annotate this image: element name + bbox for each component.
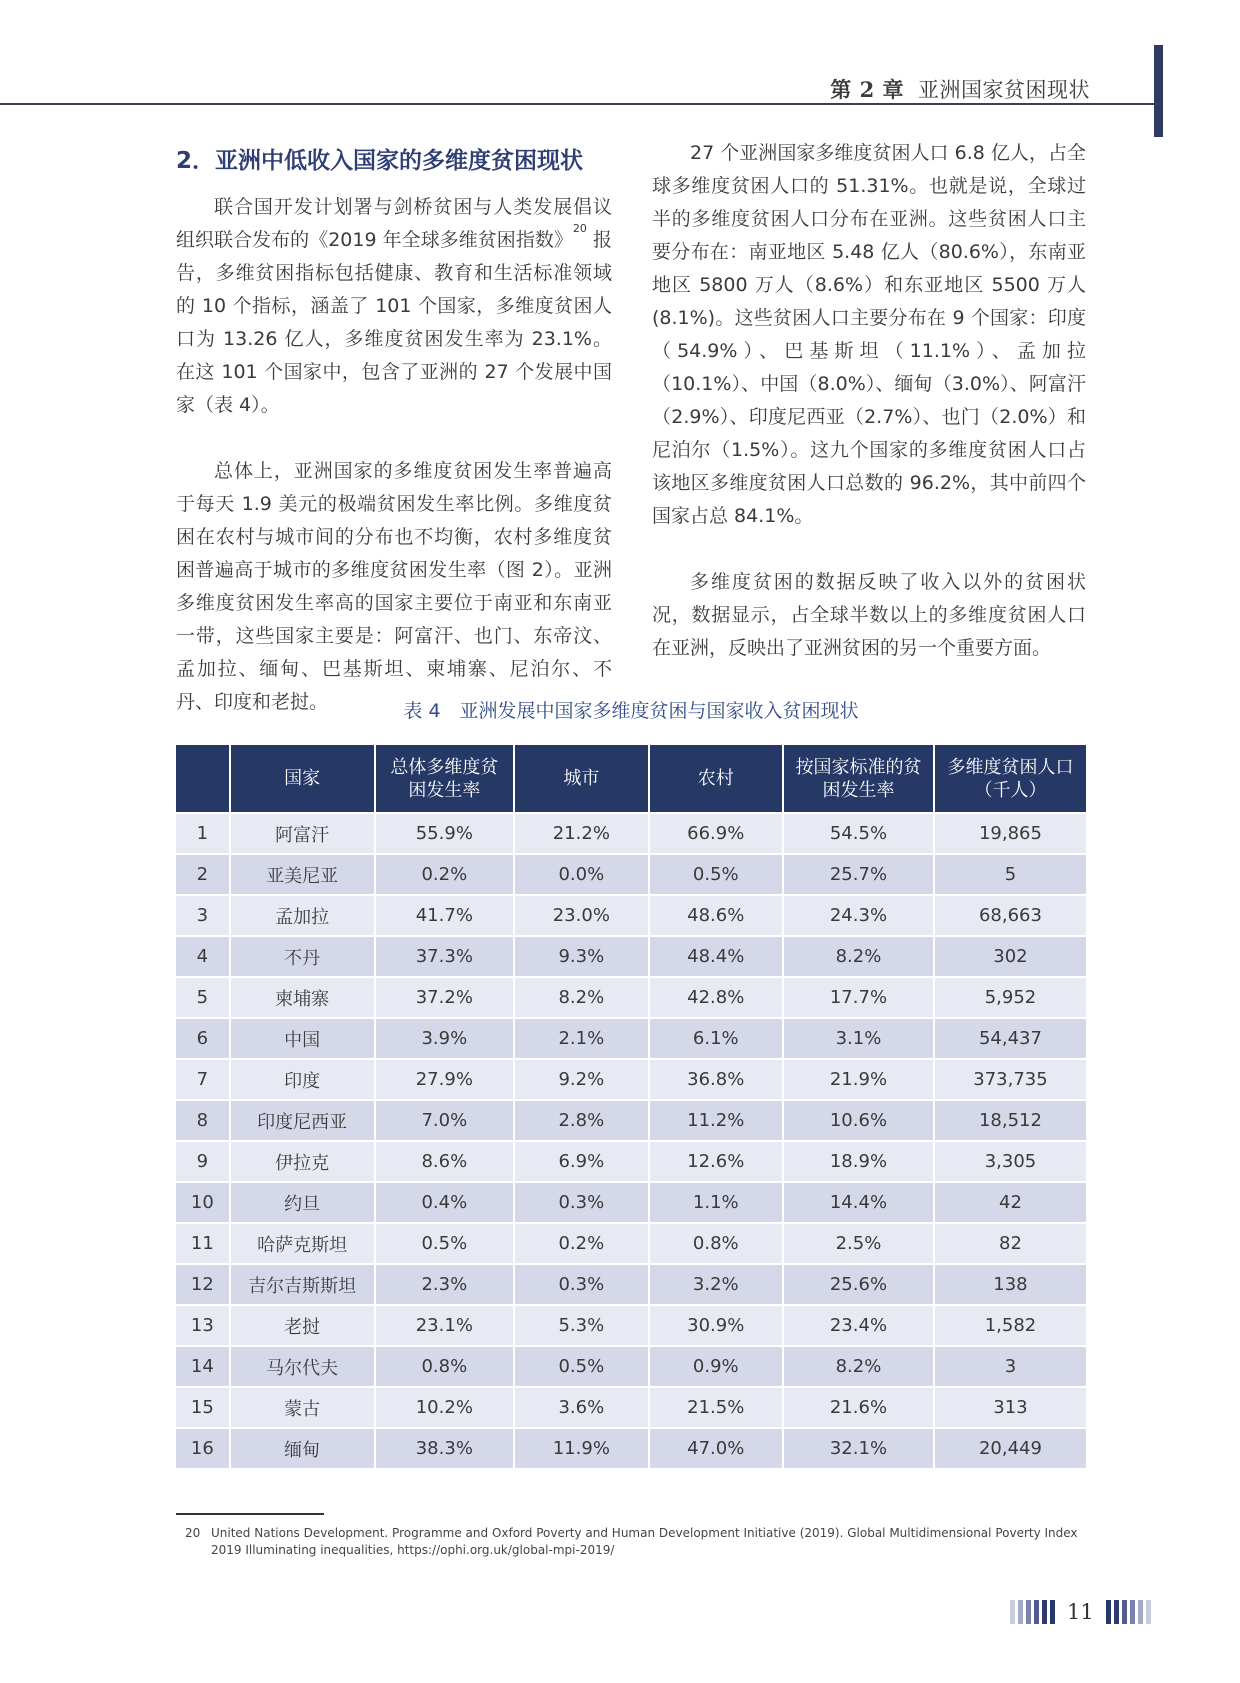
cell-urban: 0.3%: [514, 1264, 648, 1305]
cell-country: 马尔代夫: [230, 1346, 375, 1387]
cell-index: 16: [176, 1428, 230, 1468]
cell-rural: 12.6%: [649, 1141, 783, 1182]
cell-index: 10: [176, 1182, 230, 1223]
paragraph-3: 27 个亚洲国家多维度贫困人口 6.8 亿人，占全球多维度贫困人口的 51.31%。也就是说，全球过半的多维度贫困人口分布在亚洲。这些贫困人口主要分布在：南亚地区 5.48 亿人（80.6%），东南亚地区 5800 万人（8.6%）和东亚地区 5500 万人 (8.1%)。这些贫困人口主要分布在 9 个国家：印度（54.9%）、巴基斯坦（11.1%）、孟加拉（10.1%）、中国（8.0%）、缅甸（3.0%）、阿富汗（2.9%）、印度尼西亚（2.7%）、也门（2.0%）和尼泊尔（1.5%）。这九个国家的多维度贫困人口占该地区多维度贫困人口总数的 96.2%，其中前四个国家占总 84.1%。: [652, 142, 1086, 527]
cell-national-rate: 25.6%: [783, 1264, 934, 1305]
cell-index: 11: [176, 1223, 230, 1264]
cell-country: 柬埔寨: [230, 977, 375, 1018]
cell-rural: 47.0%: [649, 1428, 783, 1468]
cell-rural: 11.2%: [649, 1100, 783, 1141]
cell-index: 8: [176, 1100, 230, 1141]
cell-poor-population: 5,952: [934, 977, 1086, 1018]
cell-overall-rate: 37.3%: [375, 936, 515, 977]
cell-country: 阿富汗: [230, 813, 375, 854]
cell-overall-rate: 2.3%: [375, 1264, 515, 1305]
header-urban: 城市: [514, 745, 648, 813]
page-footer: [1010, 1600, 1151, 1624]
header-rural: 农村: [649, 745, 783, 813]
cell-index: 12: [176, 1264, 230, 1305]
cell-national-rate: 18.9%: [783, 1141, 934, 1182]
cell-index: 1: [176, 813, 230, 854]
cell-overall-rate: 7.0%: [375, 1100, 515, 1141]
footnote-text: United Nations Development. Programme and Oxford Poverty and Human Development Initiative (2019). Global Multidimensional Poverty Index 2019 Illuminating inequalities, https://ophi.org.uk/global-mpi-2019/: [211, 1526, 1078, 1557]
table-row: [176, 895, 1086, 936]
paragraph-1: 联合国开发计划署与剑桥贫困与人类发展倡议组织联合发布的《2019 年全球多维贫困指数》$^{20}$ 报告，多维贫困指标包括健康、教育和生活标准领域的 10 个指标，涵盖了 101 个国家，多维度贫困人口为 13.26 亿人，多维度贫困发生率为 23.1%。在这 101 个国家中，包含了亚洲的 27 个发展中国家（表 4）。: [176, 196, 612, 416]
header-national-rate: 按国家标准的贫困发生率: [783, 745, 934, 813]
cell-country: 中国: [230, 1018, 375, 1059]
cell-country: 伊拉克: [230, 1141, 375, 1182]
cell-national-rate: 2.5%: [783, 1223, 934, 1264]
cell-overall-rate: 41.7%: [375, 895, 515, 936]
table-row: [176, 977, 1086, 1018]
table-row: [176, 1018, 1086, 1059]
cell-rural: 1.1%: [649, 1182, 783, 1223]
section-title: 2．亚洲中低收入国家的多维度贫困现状: [176, 148, 584, 174]
cell-poor-population: 19,865: [934, 813, 1086, 854]
footnote: [185, 1525, 1085, 1559]
cell-urban: 11.9%: [514, 1428, 648, 1468]
cell-country: 亚美尼亚: [230, 854, 375, 895]
cell-poor-population: 313: [934, 1387, 1086, 1428]
cell-poor-population: 20,449: [934, 1428, 1086, 1468]
header-index: [176, 745, 230, 813]
cell-national-rate: 24.3%: [783, 895, 934, 936]
footnote-number: 20: [185, 1526, 201, 1540]
cell-national-rate: 14.4%: [783, 1182, 934, 1223]
cell-urban: 2.8%: [514, 1100, 648, 1141]
cell-country: 印度尼西亚: [230, 1100, 375, 1141]
cell-national-rate: 10.6%: [783, 1100, 934, 1141]
table-row: [176, 936, 1086, 977]
cell-rural: 0.8%: [649, 1223, 783, 1264]
cell-urban: 23.0%: [514, 895, 648, 936]
table-row: [176, 1182, 1086, 1223]
cell-national-rate: 21.9%: [783, 1059, 934, 1100]
table-row: [176, 1387, 1086, 1428]
chapter-title: 亚洲国家贫困现状: [918, 78, 1090, 102]
cell-national-rate: 25.7%: [783, 854, 934, 895]
cell-urban: 0.5%: [514, 1346, 648, 1387]
cell-rural: 3.2%: [649, 1264, 783, 1305]
header-accent-bar: [1154, 45, 1163, 137]
cell-overall-rate: 8.6%: [375, 1141, 515, 1182]
cell-index: 4: [176, 936, 230, 977]
cell-national-rate: 21.6%: [783, 1387, 934, 1428]
table-row: [176, 1428, 1086, 1468]
chapter-number: 第 2 章: [830, 77, 904, 102]
cell-urban: 9.2%: [514, 1059, 648, 1100]
cell-country: 蒙古: [230, 1387, 375, 1428]
cell-index: 2: [176, 854, 230, 895]
cell-urban: 0.2%: [514, 1223, 648, 1264]
cell-index: 9: [176, 1141, 230, 1182]
cell-urban: 2.1%: [514, 1018, 648, 1059]
cell-poor-population: 302: [934, 936, 1086, 977]
cell-urban: 5.3%: [514, 1305, 648, 1346]
poverty-table: [176, 745, 1086, 1468]
cell-urban: 8.2%: [514, 977, 648, 1018]
cell-poor-population: 5: [934, 854, 1086, 895]
header-country: 国家: [230, 745, 375, 813]
cell-overall-rate: 27.9%: [375, 1059, 515, 1100]
cell-national-rate: 17.7%: [783, 977, 934, 1018]
cell-poor-population: 373,735: [934, 1059, 1086, 1100]
cell-country: 印度: [230, 1059, 375, 1100]
cell-index: 3: [176, 895, 230, 936]
cell-overall-rate: 0.4%: [375, 1182, 515, 1223]
cell-index: 6: [176, 1018, 230, 1059]
paragraph-2: 总体上，亚洲国家的多维度贫困发生率普遍高于每天 1.9 美元的极端贫困发生率比例。多维度贫困在农村与城市间的分布也不均衡，农村多维度贫困普遍高于城市的多维度贫困发生率（图 2）。亚洲多维度贫困发生率高的国家主要位于南亚和东南亚一带，这些国家主要是：阿富汗、也门、东帝汶、孟加拉、缅甸、巴基斯坦、柬埔寨、尼泊尔、不丹、印度和老挝。: [176, 460, 612, 713]
cell-overall-rate: 10.2%: [375, 1387, 515, 1428]
cell-overall-rate: 0.2%: [375, 854, 515, 895]
table-row: [176, 1141, 1086, 1182]
cell-poor-population: 3: [934, 1346, 1086, 1387]
cell-urban: 0.0%: [514, 854, 648, 895]
table-row: [176, 1305, 1086, 1346]
table-caption: 表 4 亚洲发展中国家多维度贫困与国家收入贫困现状: [403, 700, 859, 722]
table-row: [176, 1100, 1086, 1141]
cell-national-rate: 32.1%: [783, 1428, 934, 1468]
right-column: [652, 137, 1086, 665]
page-number: 11: [1067, 1600, 1094, 1624]
cell-rural: 0.5%: [649, 854, 783, 895]
cell-index: 13: [176, 1305, 230, 1346]
cell-urban: 3.6%: [514, 1387, 648, 1428]
cell-national-rate: 8.2%: [783, 1346, 934, 1387]
cell-national-rate: 23.4%: [783, 1305, 934, 1346]
cell-poor-population: 18,512: [934, 1100, 1086, 1141]
cell-rural: 21.5%: [649, 1387, 783, 1428]
cell-urban: 9.3%: [514, 936, 648, 977]
cell-country: 约旦: [230, 1182, 375, 1223]
left-column: [176, 191, 612, 719]
cell-rural: 6.1%: [649, 1018, 783, 1059]
cell-country: 缅甸: [230, 1428, 375, 1468]
cell-rural: 36.8%: [649, 1059, 783, 1100]
cell-index: 15: [176, 1387, 230, 1428]
paragraph-4: 多维度贫困的数据反映了收入以外的贫困状况，数据显示，占全球半数以上的多维度贫困人口在亚洲，反映出了亚洲贫困的另一个重要方面。: [652, 571, 1086, 659]
table-row: [176, 1264, 1086, 1305]
cell-country: 老挝: [230, 1305, 375, 1346]
cell-poor-population: 82: [934, 1223, 1086, 1264]
running-header: [830, 74, 1090, 104]
cell-overall-rate: 0.8%: [375, 1346, 515, 1387]
table-header-row: [176, 745, 1086, 813]
footnote-ref[interactable]: 20: [572, 222, 587, 235]
cell-rural: 48.6%: [649, 895, 783, 936]
cell-poor-population: 68,663: [934, 895, 1086, 936]
cell-poor-population: 138: [934, 1264, 1086, 1305]
cell-national-rate: 8.2%: [783, 936, 934, 977]
cell-overall-rate: 38.3%: [375, 1428, 515, 1468]
cell-index: 5: [176, 977, 230, 1018]
footnote-rule: [176, 1513, 324, 1515]
cell-overall-rate: 55.9%: [375, 813, 515, 854]
cell-poor-population: 1,582: [934, 1305, 1086, 1346]
cell-index: 14: [176, 1346, 230, 1387]
cell-national-rate: 54.5%: [783, 813, 934, 854]
cell-rural: 66.9%: [649, 813, 783, 854]
table-row: [176, 1059, 1086, 1100]
cell-rural: 48.4%: [649, 936, 783, 977]
cell-rural: 30.9%: [649, 1305, 783, 1346]
header-overall-rate: 总体多维度贫困发生率: [375, 745, 515, 813]
cell-overall-rate: 3.9%: [375, 1018, 515, 1059]
cell-index: 7: [176, 1059, 230, 1100]
table-row: [176, 1346, 1086, 1387]
cell-national-rate: 3.1%: [783, 1018, 934, 1059]
cell-country: 不丹: [230, 936, 375, 977]
cell-poor-population: 54,437: [934, 1018, 1086, 1059]
header-poor-population: 多维度贫困人口（千人）: [934, 745, 1086, 813]
cell-overall-rate: 0.5%: [375, 1223, 515, 1264]
cell-rural: 42.8%: [649, 977, 783, 1018]
cell-overall-rate: 23.1%: [375, 1305, 515, 1346]
stripes-left-decoration: [1010, 1600, 1055, 1624]
cell-country: 孟加拉: [230, 895, 375, 936]
cell-poor-population: 42: [934, 1182, 1086, 1223]
cell-urban: 6.9%: [514, 1141, 648, 1182]
cell-country: 吉尔吉斯斯坦: [230, 1264, 375, 1305]
cell-poor-population: 3,305: [934, 1141, 1086, 1182]
cell-urban: 0.3%: [514, 1182, 648, 1223]
cell-overall-rate: 37.2%: [375, 977, 515, 1018]
cell-rural: 0.9%: [649, 1346, 783, 1387]
table-row: [176, 854, 1086, 895]
cell-urban: 21.2%: [514, 813, 648, 854]
stripes-right-decoration: [1106, 1600, 1151, 1624]
table-row: [176, 1223, 1086, 1264]
table-row: [176, 813, 1086, 854]
cell-country: 哈萨克斯坦: [230, 1223, 375, 1264]
